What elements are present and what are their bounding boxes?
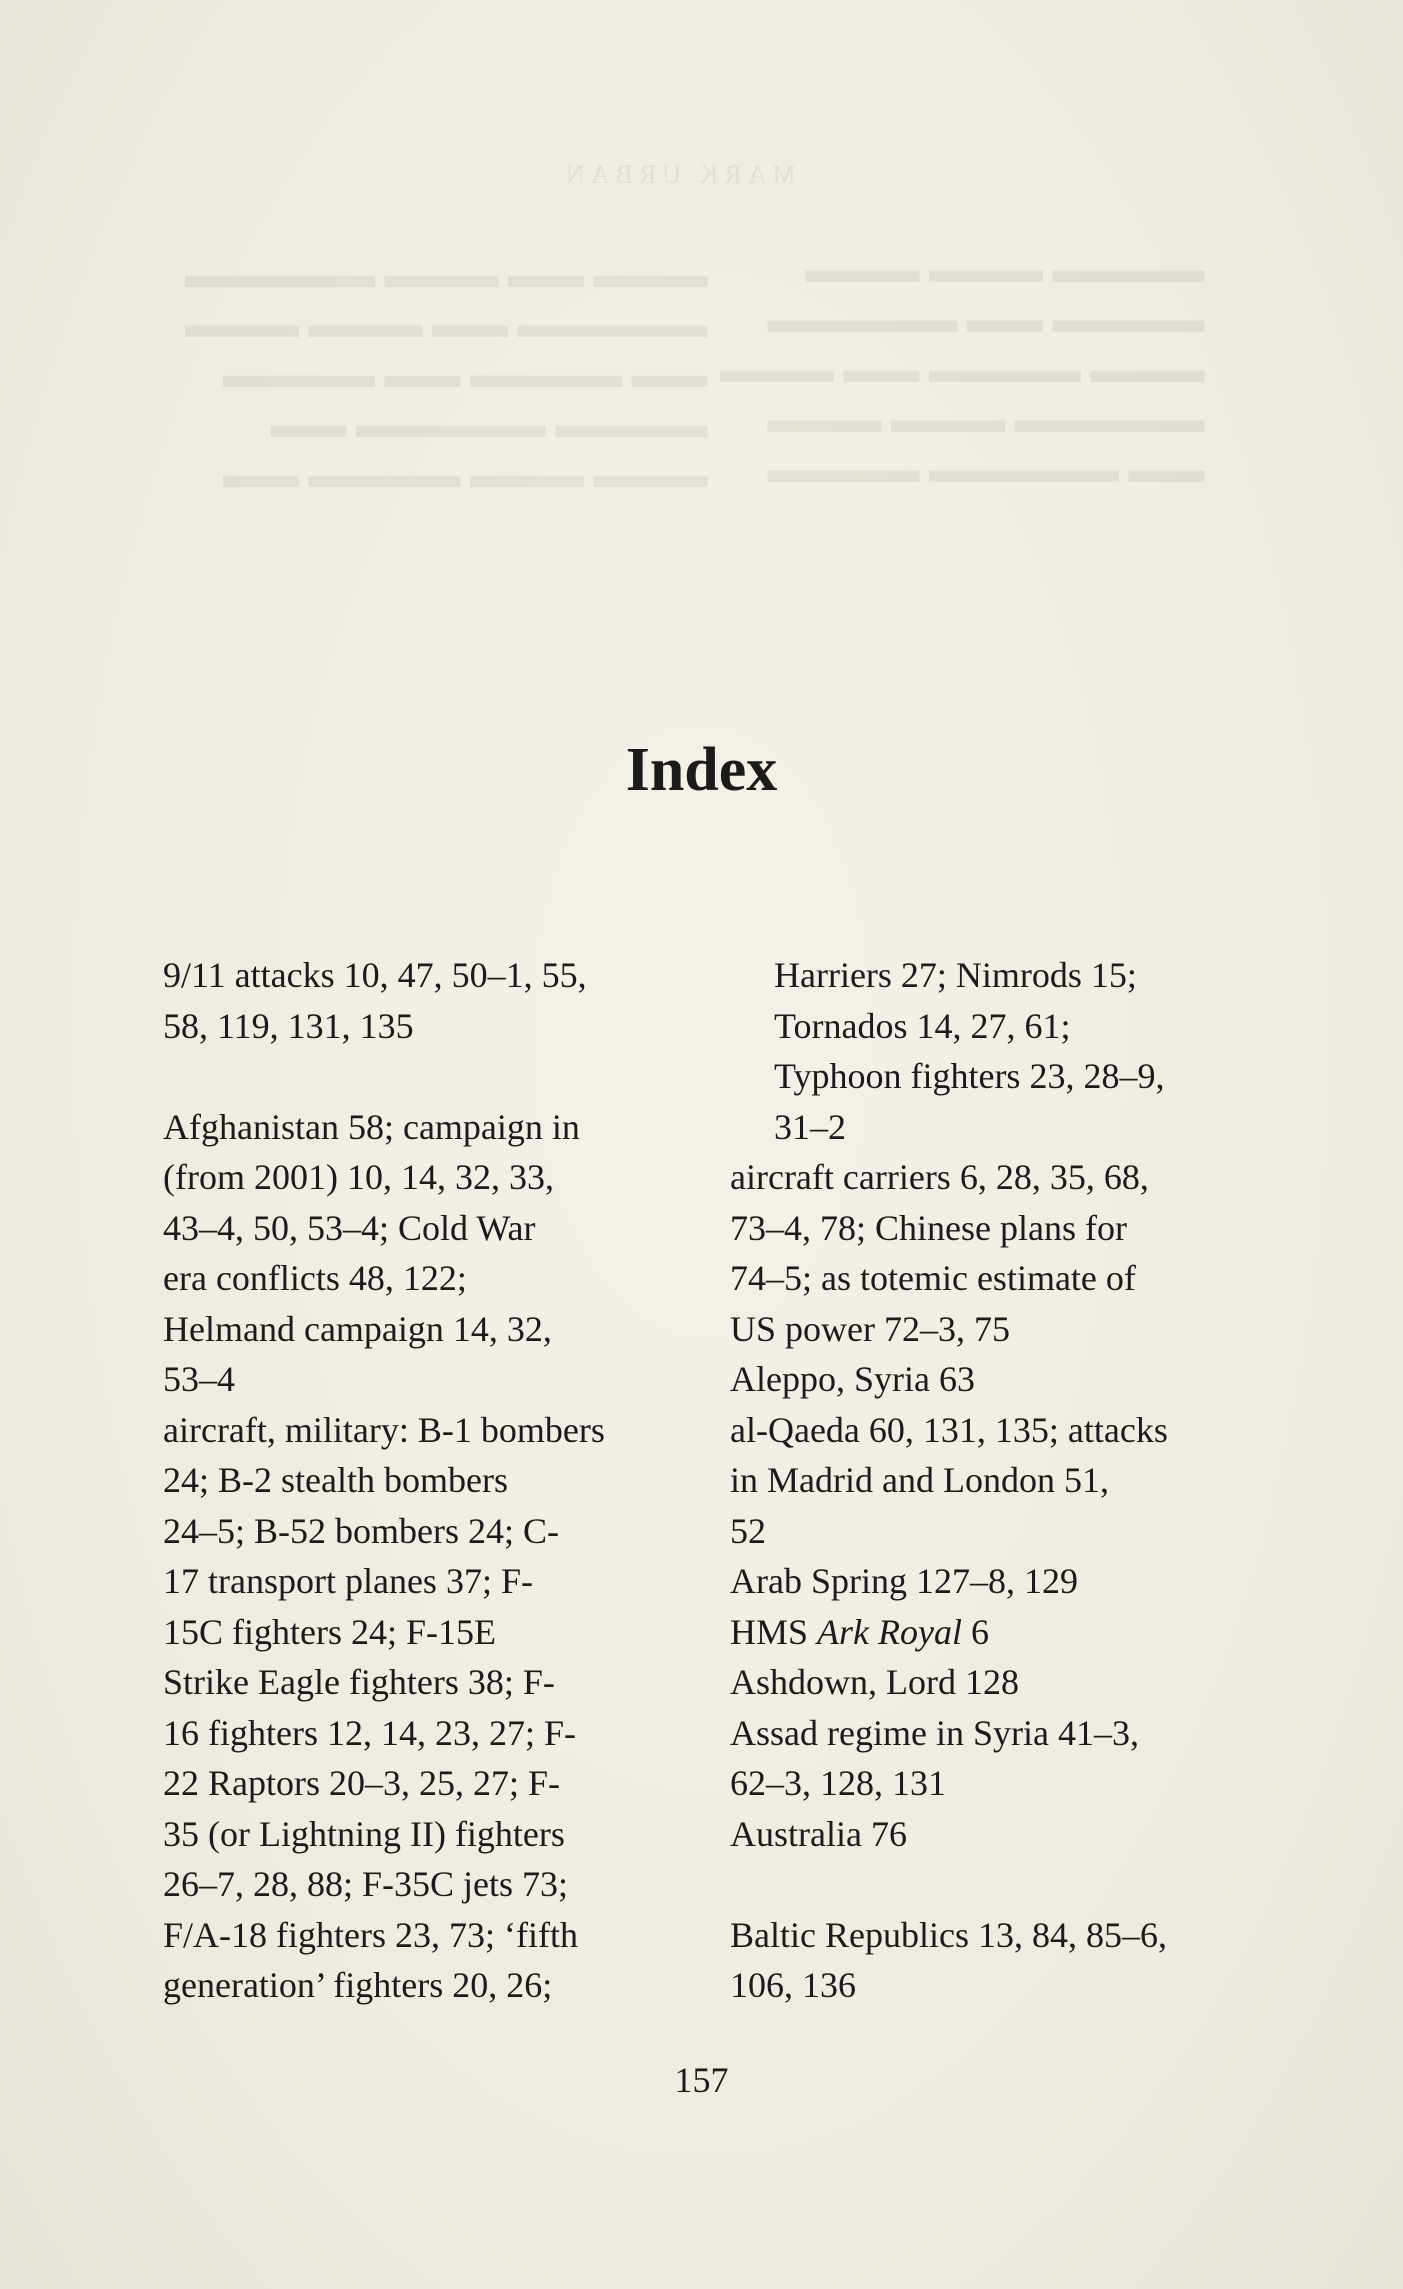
index-entry-baltic-republics: Baltic Republics 13, 84, 85–6, 106, 136 (730, 1914, 1167, 2005)
index-entry-9-11: 9/11 attacks 10, 47, 50–1, 55, 58, 119, 131, 135 (163, 955, 587, 1046)
index-entry-assad: Assad regime in Syria 41–3, 62–3, 128, 131 (730, 1712, 1139, 1803)
bleed-through-header: MARK URBAN (560, 160, 796, 189)
index-column-left (163, 950, 703, 2011)
index-entry-arab-spring: Arab Spring 127–8, 129 (730, 1561, 1078, 1601)
index-entry-ark-royal: HMS Ark Royal 6 (730, 1611, 989, 1652)
ship-name: Ark Royal (817, 1611, 962, 1652)
letter-section-gap (730, 1859, 1250, 1910)
index-column-right (730, 950, 1250, 2011)
index-entry-aleppo: Aleppo, Syria 63 (730, 1359, 975, 1399)
page-number: 157 (674, 2060, 729, 2100)
index-entry-australia: Australia 76 (730, 1813, 907, 1854)
index-entry-aircraft-continued: Harriers 27; Nimrods 15; Tornados 14, 27, 61; Typhoon fighters 23, 28–9, 31–2 (774, 955, 1165, 1147)
index-entry-aircraft-military: aircraft, military: B-1 bombers 24; B-2 stealth bombers 24–5; B-52 bombers 24; C- 17 transport planes 37; F- 15C fighters 24; F-15E Strike Eagle fighters 38; F- 16 fighters 12, 14, 23, 27; F- 22 Raptors 20–3, 25, 27; F- 35 (or Lightning II) fighters 26–7, 28, 88; F-35C jets 73; F/A-18 fighters 23, 73; ‘fifth generation’ fighters 20, 26; (163, 1409, 605, 2005)
index-entry-aircraft-carriers: aircraft carriers 6, 28, 35, 68, 73–4, 78; Chinese plans for 74–5; as totemic estimate of US power 72–3, 75 (730, 1157, 1149, 1349)
entry-gap (163, 1051, 703, 1102)
bleed-through-right: ▬▬▬▬ ▬▬▬ ▬▬▬ ▬▬▬▬ ▬▬ ▬▬▬▬▬ ▬▬▬ ▬▬▬▬ ▬▬ ▬▬▬ ▬▬▬▬▬ ▬▬▬ ▬▬▬ ▬▬ ▬▬▬▬▬ ▬▬▬▬ (720, 249, 1205, 491)
index-entry-ashdown: Ashdown, Lord 128 (730, 1662, 1019, 1702)
index-entry-al-qaeda: al-Qaeda 60, 131, 135; attacks in Madrid and London 51, 52 (730, 1409, 1168, 1551)
index-entry-afghanistan: Afghanistan 58; campaign in (from 2001) 10, 14, 32, 33, 43–4, 50, 53–4; Cold War era conflicts 48, 122; Helmand campaign 14, 32, 53–4 (163, 1106, 580, 1399)
index-title: Index (625, 735, 778, 804)
bleed-through-left: ▬▬▬ ▬▬ ▬▬▬ ▬▬▬▬▬ ▬▬▬▬▬ ▬▬ ▬▬▬ ▬▬▬ ▬▬ ▬▬▬▬ ▬▬ ▬▬▬▬ ▬▬▬▬ ▬▬▬▬▬ ▬▬ ▬▬▬ ▬▬▬ ▬▬▬▬ ▬▬ (185, 254, 708, 496)
